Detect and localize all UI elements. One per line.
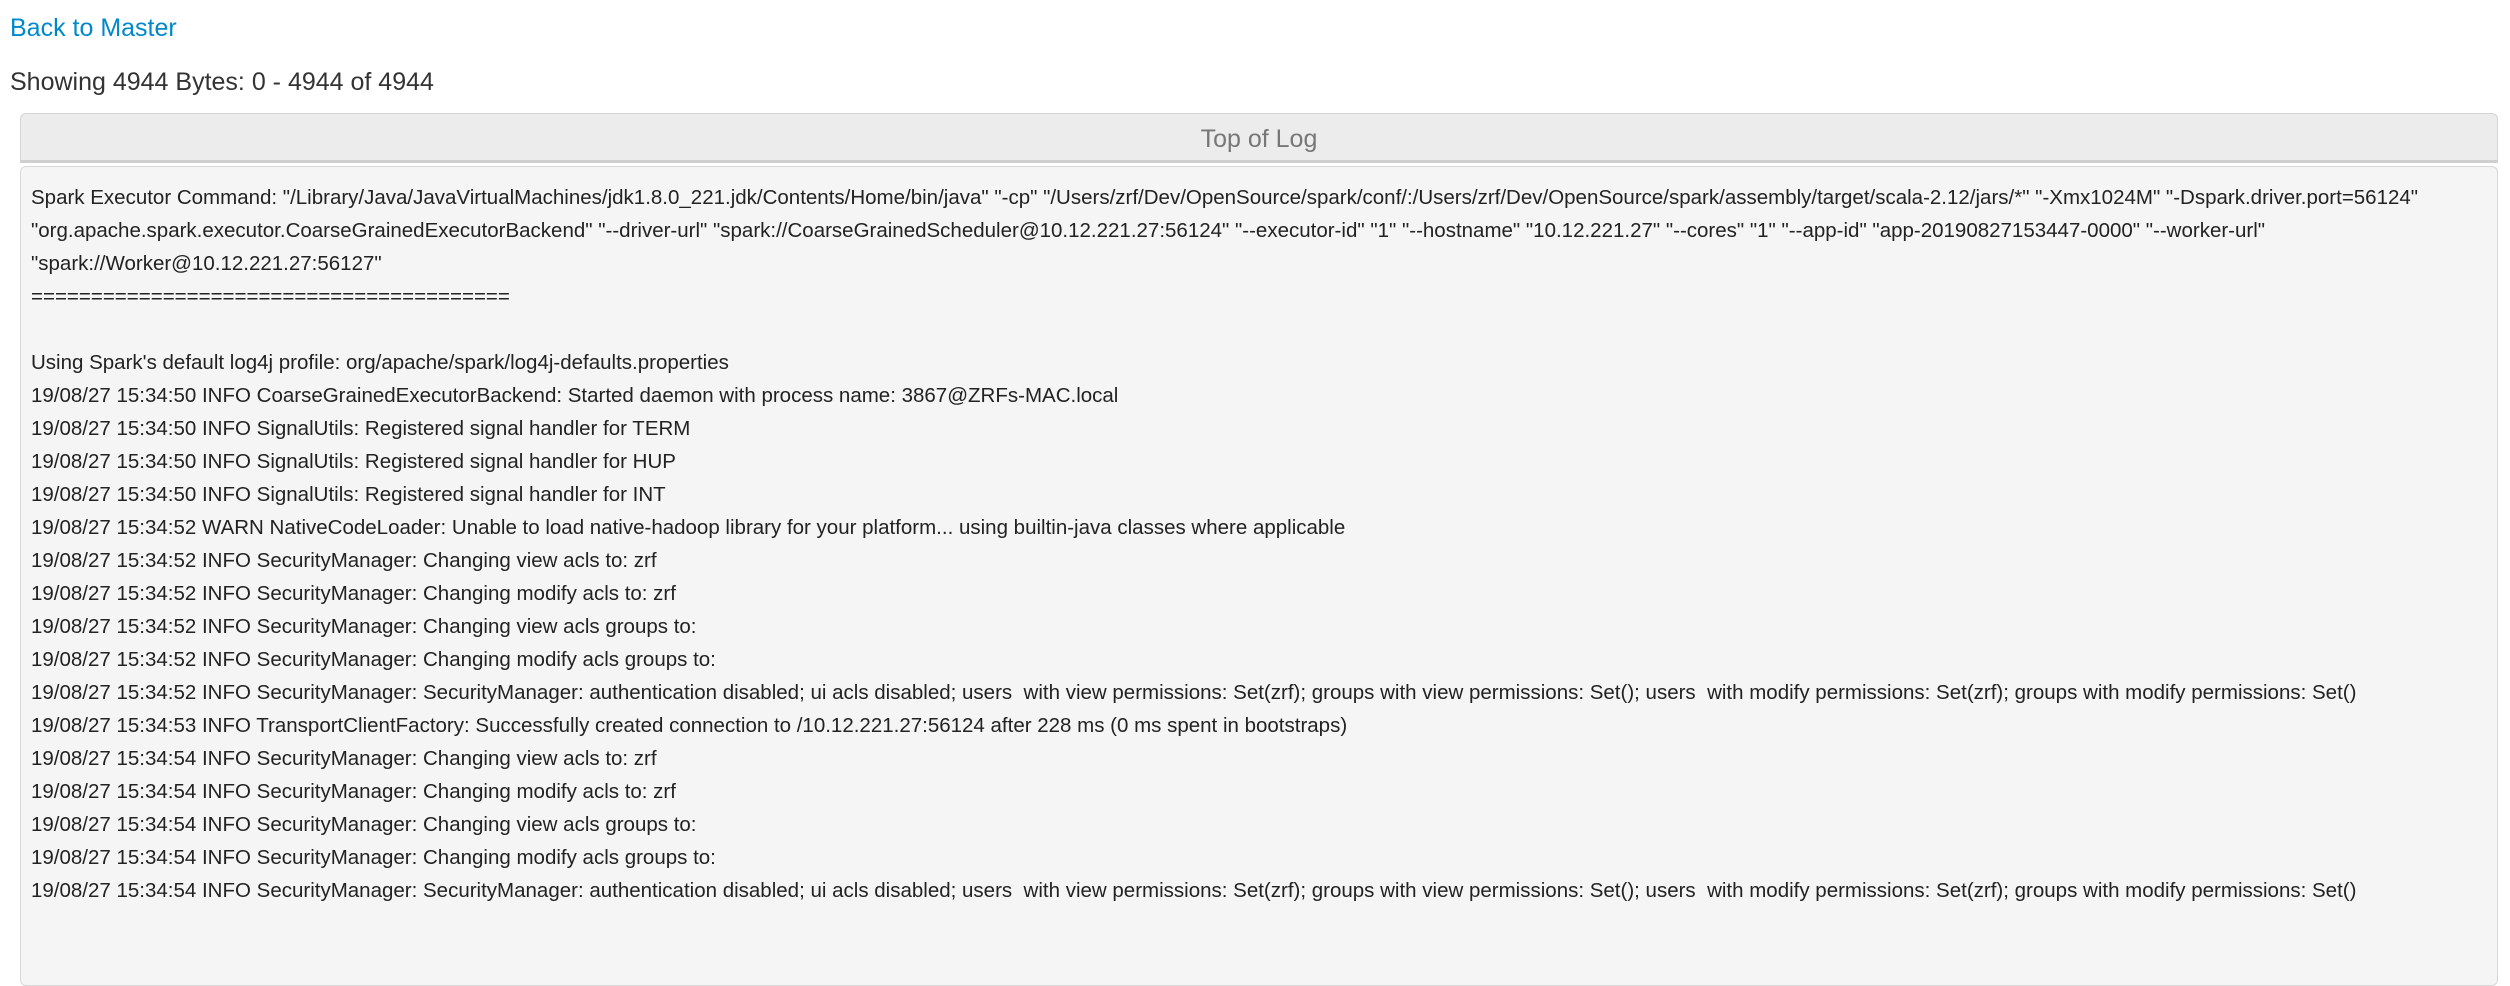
top-of-log-button[interactable]: Top of Log bbox=[20, 113, 2498, 163]
log-text bbox=[31, 181, 2487, 907]
log-line: 19/08/27 15:34:54 INFO SecurityManager: Changing modify acls to: zrf bbox=[31, 780, 676, 803]
log-line: 19/08/27 15:34:50 INFO SignalUtils: Registered signal handler for TERM bbox=[31, 417, 691, 440]
log-content[interactable] bbox=[20, 166, 2498, 986]
log-line: 19/08/27 15:34:52 INFO SecurityManager: Changing view acls to: zrf bbox=[31, 549, 657, 572]
log-line: 19/08/27 15:34:52 INFO SecurityManager: Changing modify acls groups to: bbox=[31, 648, 722, 671]
log-line: 19/08/27 15:34:54 INFO SecurityManager: Changing modify acls groups to: bbox=[31, 846, 722, 869]
log-line: 19/08/27 15:34:52 INFO SecurityManager: Changing modify acls to: zrf bbox=[31, 582, 676, 605]
log-line: 19/08/27 15:34:50 INFO SignalUtils: Registered signal handler for INT bbox=[31, 483, 666, 506]
log-line: 19/08/27 15:34:54 INFO SecurityManager: Changing view acls to: zrf bbox=[31, 747, 657, 770]
log-line: 19/08/27 15:34:54 INFO SecurityManager: Changing view acls groups to: bbox=[31, 813, 703, 836]
log-line: 19/08/27 15:34:50 INFO SignalUtils: Registered signal handler for HUP bbox=[31, 450, 676, 473]
log-line bbox=[31, 313, 2487, 346]
log-line: Spark Executor Command: "/Library/Java/JavaVirtualMachines/jdk1.8.0_221.jdk/Contents/Home/bin/java" "-cp" "/Users/zrf/Dev/OpenSource/spark/conf/:/Users/zrf/Dev/OpenSource/spark/assembly/target/scala-2.12/jars/*" "-Xmx1024M" "-Dspark.driver.port=56124" "org.apache.spark.executor.CoarseGrainedExecutorBackend" "--driver-url" "spark://CoarseGrainedScheduler@10.12.221.27:56124" "--executor-id" "1" "--hostname" "10.12.221.27" "--cores" "1" "--app-id" "app-20190827153447-0000" "--worker-url" "spark://Worker@10.12.221.27:56127" bbox=[31, 186, 2424, 275]
log-line: 19/08/27 15:34:53 INFO TransportClientFactory: Successfully created connection to /10.12.221.27:56124 after 228 ms (0 ms spent in bootstraps) bbox=[31, 714, 1348, 737]
log-line: 19/08/27 15:34:52 INFO SecurityManager: SecurityManager: authentication disabled; ui acls disabled; users with view permissions: Set(zrf); groups with view permissions: Set(); users with modify permissions: Set(zrf); groups with modify permissions: Set() bbox=[31, 681, 2357, 704]
log-line: 19/08/27 15:34:52 INFO SecurityManager: Changing view acls groups to: bbox=[31, 615, 703, 638]
log-line: 19/08/27 15:34:52 WARN NativeCodeLoader: Unable to load native-hadoop library for your platform... using builtin-java classes where applicable bbox=[31, 516, 1346, 539]
log-line: 19/08/27 15:34:50 INFO CoarseGrainedExecutorBackend: Started daemon with process name: 3867@ZRFs-MAC.local bbox=[31, 384, 1119, 407]
log-line: Using Spark's default log4j profile: org/apache/spark/log4j-defaults.properties bbox=[31, 351, 729, 374]
back-to-master-link[interactable]: Back to Master bbox=[10, 14, 177, 42]
log-line: 19/08/27 15:34:54 INFO SecurityManager: SecurityManager: authentication disabled; ui acls disabled; users with view permissions: Set(zrf); groups with view permissions: Set(); users with modify permissions: Set(zrf); groups with modify permissions: Set() bbox=[31, 879, 2357, 902]
byte-range-status: Showing 4944 Bytes: 0 - 4944 of 4944 bbox=[10, 68, 434, 96]
log-line: ======================================== bbox=[31, 285, 510, 308]
